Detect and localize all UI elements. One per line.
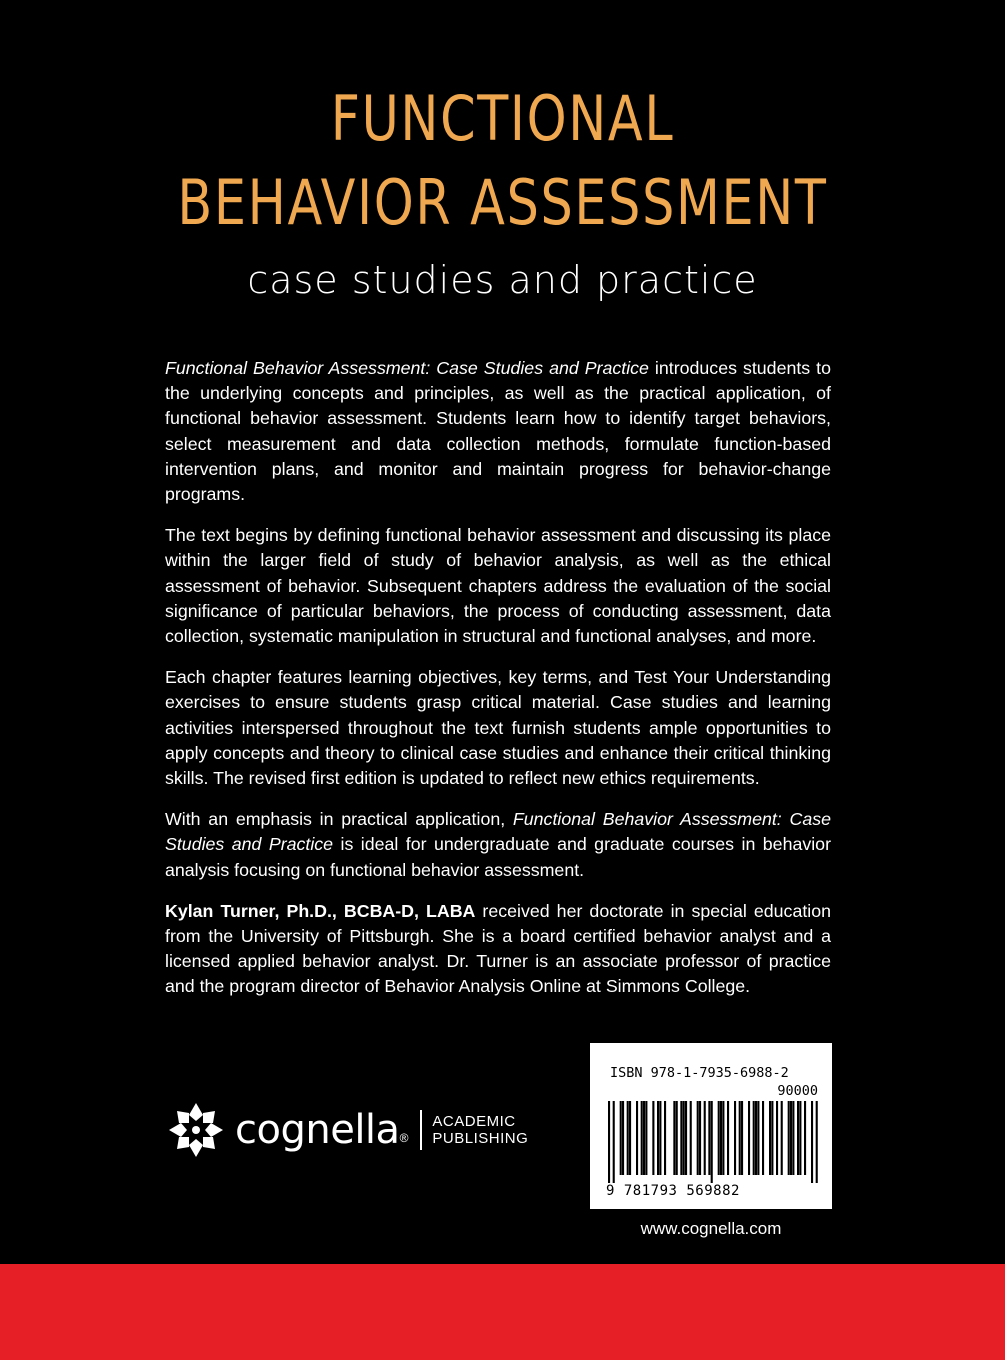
author-bio: Kylan Turner, Ph.D., BCBA-D, LABA received her doctorate in special education from the University of Pittsburgh. She is a board certified behavior analyst and a licensed applied behavior analyst. Dr. Turner is an associate professor of practice and the program director of Behavior Analysis Online at Simmons College. (165, 900, 832, 997)
barcode-bar (641, 1101, 643, 1175)
description-paragraph-3: Each chapter features learning objectives, key terms, and Test Your Understanding exercises to ensure students grasp critical material. Case studies and learning activities interspersed throughout the text furnish students ample opportunities to apply concepts and theory to clinical case studies and enhance their critical thinking skills. The revised first edition is updated to reflect new ethics requirements. (165, 667, 831, 789)
barcode-bar (788, 1101, 790, 1175)
barcode-bar (776, 1101, 778, 1175)
publisher-name: cognella (235, 1107, 400, 1153)
book-title-line-2: BEHAVIOR ASSESSMENT (177, 166, 828, 239)
barcode-bar (816, 1101, 818, 1183)
book-subtitle: case studies and practice (247, 258, 758, 302)
barcode-bar (769, 1101, 771, 1175)
barcode-bar (771, 1101, 773, 1175)
barcode-bar (762, 1101, 764, 1175)
barcode-bars (608, 1101, 818, 1183)
book-title-line-1: FUNCTIONAL (330, 82, 675, 155)
barcode-bar (636, 1101, 638, 1175)
barcode-bar (683, 1101, 685, 1175)
barcode-bar (757, 1101, 759, 1175)
barcode-bar (727, 1101, 729, 1175)
barcode-bar (711, 1101, 713, 1183)
barcode-bar (755, 1101, 757, 1175)
barcode-bar (620, 1101, 622, 1175)
barcode-bar (792, 1101, 794, 1175)
barcode-bar (643, 1101, 645, 1175)
book-title-italic: Functional Behavior Assessment: Case Studies and Practice (165, 809, 832, 855)
barcode-bar (781, 1101, 783, 1175)
description-paragraph-1: Functional Behavior Assessment: Case Studies and Practice introduces students to the underlying concepts and principles, as well as the practical application, of functional behavior assessment. Students learn how to identify target behaviors, select measurement and data collection methods, formulate function-based intervention plans, and monitor and maintain progress for behavior-change programs. (165, 358, 831, 505)
barcode-bar (680, 1101, 682, 1175)
cognella-logo-icon (165, 1099, 227, 1161)
barcode-bar (790, 1101, 792, 1175)
barcode-bar (608, 1101, 610, 1183)
barcode-bar (629, 1101, 631, 1175)
barcode-number: 9 781793 569882 (606, 1183, 740, 1199)
barcode-bar (673, 1101, 675, 1175)
barcode-bar (690, 1101, 692, 1175)
barcode-bar (664, 1101, 666, 1175)
barcode-bar (613, 1101, 615, 1183)
barcode-bar (741, 1101, 743, 1175)
barcode-bar (708, 1101, 710, 1175)
barcode-bar (811, 1101, 813, 1183)
barcode-bar (659, 1101, 661, 1175)
barcode-bar (804, 1101, 806, 1175)
barcode-bar (645, 1101, 647, 1175)
isbn-barcode (590, 1043, 832, 1209)
price-code: 90000 (777, 1083, 818, 1099)
description-paragraph-2: The text begins by defining functional behavior assessment and discussing its place within the larger field of study of behavior analysis, as well as the ethical assessment of behavior. Subsequent chapters address the evaluation of the social significance of particular behaviors, the process of conducting assessment, data collection, systematic manipulation in structural and functional analyses, and more. (165, 525, 831, 647)
barcode-bar (622, 1101, 624, 1175)
barcode-bar (797, 1101, 799, 1175)
author-name: Kylan Turner, Ph.D., BCBA-D, LABA (165, 900, 476, 921)
barcode-bar (720, 1101, 722, 1175)
book-title-italic: Functional Behavior Assessment: Case Studies and Practice (165, 358, 649, 378)
barcode-bar (697, 1101, 699, 1175)
barcode-bar (734, 1101, 736, 1175)
barcode-bar (718, 1101, 720, 1175)
registered-mark: ® (399, 1131, 409, 1145)
isbn-text: ISBN 978-1-7935-6988-2 (610, 1065, 789, 1081)
barcode-bar (722, 1101, 724, 1175)
barcode-bar (748, 1101, 750, 1175)
description (165, 356, 831, 1016)
description-paragraph-4: With an emphasis in practical application, Functional Behavior Assessment: Case Studies and Practice is ideal for undergraduate and graduate courses in behavior analysis focusing on functional behavior assessment. (165, 809, 832, 880)
barcode-bar (799, 1101, 801, 1175)
barcode-bar (685, 1101, 687, 1175)
publisher-logo (165, 1098, 528, 1162)
barcode-bar (627, 1101, 629, 1175)
barcode-bar (704, 1101, 706, 1175)
barcode-bar (699, 1101, 701, 1175)
publisher-division: ACADEMIC PUBLISHING (432, 1113, 529, 1147)
logo-divider (420, 1110, 422, 1150)
barcode-bar (676, 1101, 678, 1175)
bottom-color-band (0, 1264, 1005, 1360)
barcode-bar (657, 1101, 659, 1175)
publisher-url: www.cognella.com (640, 1219, 782, 1238)
barcode-bar (652, 1101, 654, 1175)
barcode-bar (739, 1101, 741, 1175)
barcode-bar (753, 1101, 755, 1175)
